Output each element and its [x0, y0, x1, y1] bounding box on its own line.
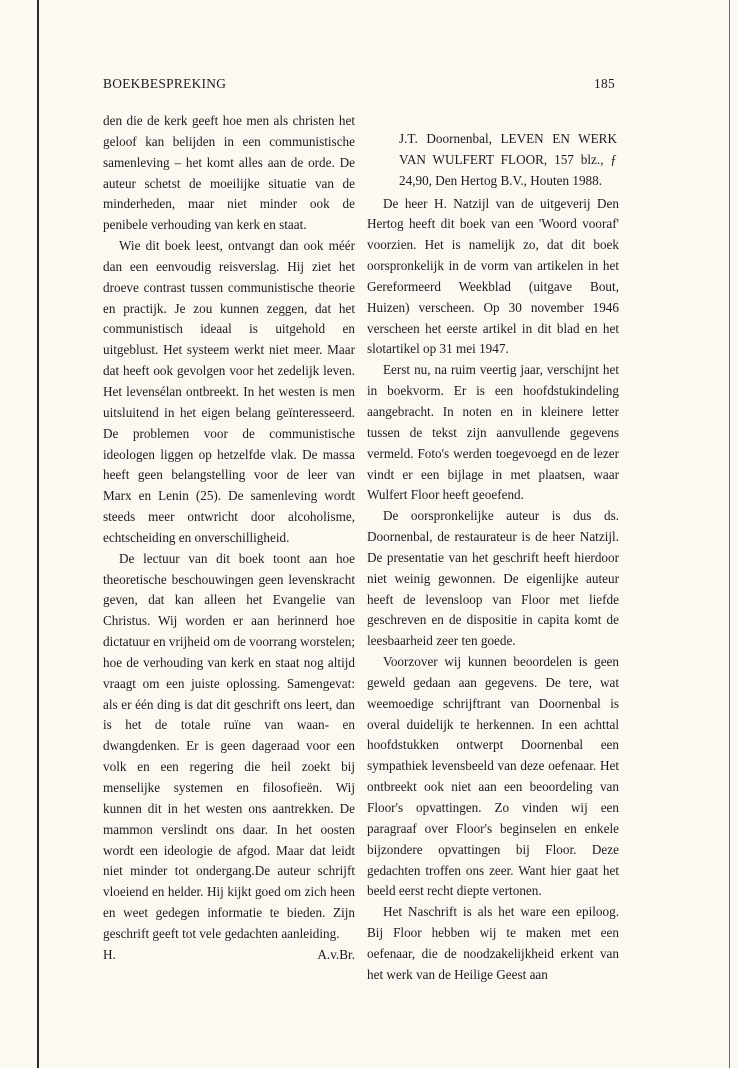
scan-page-edge [729, 0, 730, 1068]
paragraph: De oorspronkelijke auteur is dus ds. Doornenbal, de restaurateur is de heer Natzijl. De presentatie van het geschrift heeft hierdoor niet weinig gewonnen. De eigenlijke auteur heeft de levensloop van Floor met liefde geschreven en de dispositie in capita komt de leesbaarheid zeer ten goede. [367, 508, 619, 649]
scan-binding-edge [37, 0, 39, 1068]
paragraph: De heer H. Natzijl van de uitgeverij Den Hertog heeft dit boek van een 'Woord vooraf' voorzien. Het is namelijk zo, dat dit boek oorspronkelijk in de vorm van artikelen in het Gereformeerd Weekblad (uitgave Bout, Huizen) verscheen. Op 30 november 1946 verscheen het eerste artikel in dit blad en het slotartikel op 31 mei 1947. [367, 195, 619, 357]
section-title: BOEKBESPREKING [103, 76, 227, 91]
signoff-initial: H. [103, 946, 116, 962]
book-heading: J.T. Doornenbal, LEVEN EN WERK VAN WULFERT FLOOR, 157 blz., ƒ 24,90, Den Hertog B.V., Houten 1988. [399, 131, 617, 188]
paragraph: Voorzover wij kunnen beoordelen is geen geweld gedaan aan gegevens. De tere, wat weemoedige schrijftrant van Doornenbal is overal duidelijk te herkennen. In een achttal hoofdstukken ontwerpt Doornenbal een sympathiek levensbeeld van deze oefenaar. Het ontbreekt ook niet aan een beoordeling van Floor's opvattingen. Zo vinden wij een paragraaf over Floor's beginselen en enkele bijzondere opvattingen bij Floor. Deze gedachten troffen ons zeer. Want hier gaat het beeld eerst recht diepte vertonen. [367, 654, 619, 899]
review-signoff [103, 945, 355, 966]
paragraph: Het Naschrift is als het ware een epiloog. Bij Floor hebben wij te maken met een oefenaar, die de noodzakelijkheid erkent van het werk van de Heilige Geest aan [367, 904, 619, 982]
page-number: 185 [594, 76, 615, 91]
paragraph: den die de kerk geeft hoe men als christen het geloof kan belijden in een communistische samenleving – het komt alles aan de orde. De auteur schetst de moeilijke situatie van de minderheden, maar niet minder ook de penibele verhouding van kerk en staat. [103, 113, 355, 233]
paragraph: De lectuur van dit boek toont aan hoe theoretische beschouwingen geen levenskracht geven, dat kan alleen het Evangelie van Christus. Wij worden er aan herinnerd hoe dictatuur en vrijheid om de voorrang worstelen; hoe de verhouding van kerk en staat nog altijd vraagt om een juiste oplossing. Samengevat: als er één ding is dat dit geschrift ons leert, dan is het de totale ruïne van waan- en dwangdenken. Er is geen dageraad voor een volk en een regering die heil zoekt bij menselijke systemen en filosofieën. Wij kunnen dit in het westen ons aantrekken. De mammon verslindt ons daar. In het oosten wordt een ideologie de afgod. Maar dat leidt niet minder tot ondergang.De auteur schrijft vloeiend en helder. Hij kijkt goed om zich heen en weet gedegen informatie te bieden. Zijn geschrift geeft tot vele gedachten aanleiding. [103, 550, 355, 941]
reviewer-initials: A.v.Br. [317, 946, 355, 962]
paragraph: Eerst nu, na ruim veertig jaar, verschijnt het in boekvorm. Er is een hoofdstukindeling aangebracht. In noten en in kleinere letter tussen de tekst zijn aanvullende gegevens vermeld. Foto's werden toegevoegd en de lezer vindt er een bijlage in met plaatsen, waar Wulfert Floor heeft geoefend. [367, 362, 619, 503]
left-column [103, 111, 355, 966]
paragraph: Wie dit boek leest, ontvangt dan ook méér dan een eenvoudig reisverslag. Hij ziet het droeve contrast tussen communistische theorie en practijk. Je zou kunnen zeggen, dat het communistisch ideaal is uitgehold en uitgeblust. Het systeem werkt niet meer. Maar dat heeft ook gevolgen voor het zedelijk leven. Het levensélan ontbreekt. In het westen is men uitsluitend in het eigen belang geïnteresseerd. De problemen voor de communistische ideologen liggen op hetzelfde vlak. De massa heeft geen belangstelling voor de leer van Marx en Lenin (25). De samenleving wordt steeds meer ontwricht door alcoholisme, echtscheiding en onverschilligheid. [103, 238, 355, 545]
right-column [367, 129, 619, 986]
